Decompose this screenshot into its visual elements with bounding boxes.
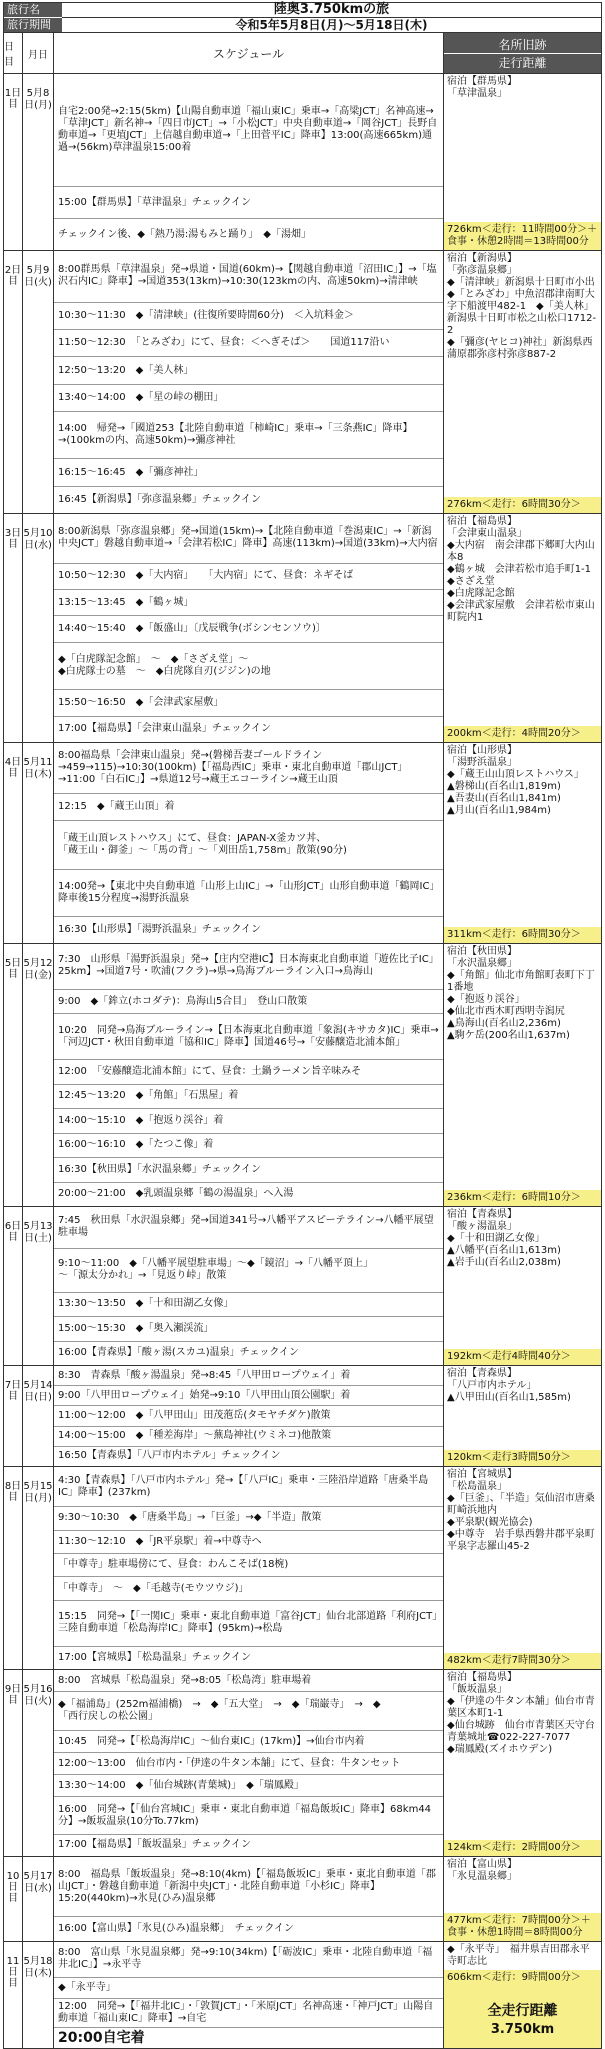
schedule-entry: 17:00【福島県】「会津東山温泉」チェックイン [58, 723, 272, 735]
schedule-cell [54, 1207, 444, 1365]
schedule-entry: 10:45 同発→【「松島海岸IC」～仙台東IC」(17km)】→仙台市内着 [54, 1731, 443, 1753]
schedule-entry: 13:40～14:00 ◆「星の峠の棚田」 [54, 385, 443, 412]
driving-distance: 120km＜走行3時間50分＞ [444, 1450, 601, 1466]
schedule-entry: 12:45～13:20 ◆「角館」「石黒屋」着 [54, 1085, 443, 1109]
schedule-entry: 9:30～10:30 ◆「唐桑半島」→「巨釜」→◆「半造」散策 [54, 1507, 443, 1530]
day-date: 5月13日(土) [23, 1207, 54, 1365]
day-row [3, 1207, 602, 1366]
schedule-entry: 16:50【青森県】「八戸市内ホテル」チェックイン [58, 1450, 281, 1462]
schedule-entry: 16:00【青森県】「酸ヶ湯(スカユ)温泉」チェックイン [58, 1347, 299, 1359]
sightseeing-info: 宿泊【群馬県】 「草津温泉」 [447, 76, 517, 99]
schedule-entry: 16:00～16:10 ◆「たつこ像」着 [54, 1134, 443, 1158]
notes-cell [444, 514, 601, 742]
sightseeing-info: 宿泊【富山県】 「氷見温泉郷」 [447, 1859, 517, 1882]
schedule-entry: 12:50～13:20 ◆「美人林」 [54, 357, 443, 384]
schedule-entry: 8:00 福島県「飯坂温泉」発→8:10(4km)【「福島飯坂IC」乗車・東北自動車道「郡山JCT」・磐越自動車道「新潟中央JCT」・北陸自動車道「小杉IC」降車】15:20(440km)→氷見(ひみ)温泉郷 [54, 1857, 443, 1917]
driving-distance: 311km＜走行：6時間30分＞ [444, 927, 601, 943]
day-label: 7日目 [4, 1366, 23, 1466]
schedule-entry: 11:50～12:30 「とみざわ」にて、昼食：＜へぎそば＞ 国道117沿い [54, 330, 443, 357]
schedule-entry: 13:30～14:00 ◆「仙台城跡(青葉城)」 ◆「瑞鳳殿」 [54, 1775, 443, 1797]
day-label: 8日目 [4, 1467, 23, 1669]
day-label: 5日目 [4, 944, 23, 1206]
schedule-entry: 8:30 青森県「酸ヶ湯温泉」発→8:45「八甲田ロープウェイ」着 [54, 1366, 443, 1386]
driving-distance: 200km＜走行：4時間20分＞ [444, 726, 601, 742]
notes-cell [444, 251, 601, 513]
col-date: 月日 [23, 33, 54, 73]
driving-distance: 236km＜走行：6時間10分＞ [444, 1190, 601, 1206]
schedule-entry: 20:00～21:00 ◆乳頭温泉郷「鶴の湯温泉」へ入湯 [58, 1188, 294, 1200]
schedule-entry: 8:00福島県「会津東山温泉」発→(磐梯吾妻ゴールドライン→459→115)→10:30(100km)【「福島西IC」乗車・東北自動車道「郡山JCT」→11:00「白石IC」】→県道12号→蔵王エコーライン→蔵王山頂 [54, 743, 443, 794]
itinerary-sheet [3, 2, 602, 2049]
schedule-entry: 「蔵王山頂レストハウス」にて、昼食：JAPAN-X釜カツ丼、 「蔵王山・御釜」～「馬の背」～「刈田岳1,758m」散策(90分) [54, 821, 443, 870]
total-distance-box [444, 1986, 601, 2048]
day-row [3, 1942, 602, 2049]
col-notes [444, 33, 601, 73]
day-date: 5月11日(木) [23, 743, 54, 943]
schedule-cell [54, 74, 444, 250]
sightseeing-info: 宿泊【青森県】 「酸ヶ湯温泉」 ◆「十和田湖乙女像」 ▲八幡平(百名山1,613m) ▲岩手山(百名山2,038m) [447, 1209, 561, 1268]
schedule-entry: 17:00【宮城県】「松島温泉」チェックイン [58, 1651, 252, 1663]
day-label: 1日目 [4, 74, 23, 250]
day-date: 5月15日(月) [23, 1467, 54, 1669]
schedule-entry: 15:00～15:30 ◆「奥入瀬渓流」 [54, 1317, 443, 1341]
schedule-entry: 16:30【秋田県】「水沢温泉郷」チェックイン [54, 1158, 443, 1182]
schedule-entry: チェックイン後、◆「熱乃湯:湯もみと踊り」 ◆「湯畑」 [58, 228, 311, 240]
schedule-entry: 9:00「八甲田ロープウェイ」始発→9:10「八甲田山頂公園駅」着 [54, 1386, 443, 1406]
schedule-cell [54, 514, 444, 742]
schedule-entry: 14:00 帰発→「國道253【北陸自動車道「柿崎IC」乗車→「三条燕IC」降車】→(100kmの内、高速50km)→彌彦神社 [54, 412, 443, 459]
schedule-entry: 11:00～12:00 ◆「八甲田山」田茂萢岳(タモヤチダケ)散策 [54, 1406, 443, 1426]
schedule-entry: 16:00 同発→【「仙台宮城IC」乗車・東北自動車道「福島飯坂IC」降車】68km44分】→飯坂温泉(10分To.77km) [54, 1797, 443, 1834]
schedule-entry: 8:00 宮城県「松島温泉」発→8:05「松島湾」駐車場着 [54, 1670, 443, 1692]
driving-distance: 477km＜走行：7時間00分＞＋食事・休憩1時間＝8時間00分 [444, 1913, 601, 1941]
day-row [3, 1857, 602, 1942]
schedule-entry: 11:30～12:10 ◆「JR平泉駅」着→中尊寺へ [54, 1531, 443, 1554]
schedule-entry: 15:50～16:50 ◆「会津武家屋敷」 [54, 690, 443, 716]
day-date: 5月17日(水) [23, 1857, 54, 1941]
day-date: 5月10日(水) [23, 514, 54, 742]
schedule-entry: 16:00【富山県】「氷見(ひみ)温泉郷」 チェックイン [58, 1923, 294, 1935]
day-label: 6日目 [4, 1207, 23, 1365]
day-label: 4日目 [4, 743, 23, 943]
driving-distance: 124km＜走行：2時間00分＞ [444, 1840, 601, 1856]
schedule-entry: 8:00新潟県「弥彦温泉郷」発→国道(15km)→【北陸自動車道「巻潟東IC」→「新潟中央JCT」磐越自動車道→「会津若松IC」降車】高速(113km)→国道(33km)→大内宿 [54, 514, 443, 564]
day-row [3, 74, 602, 251]
period-label: 旅行期間 [4, 18, 62, 32]
schedule-entry: 自宅2:00発→2:15(5km)【山陽自動車道「福山東IC」乗車→「高梁JCT」名神高速→「草津JCT」新名神→「四日市JCT」→「小松JCT」中央自動車道→「岡谷JCT」長野自動車道→「更埴JCT」上信越自動車道→「上田菅平IC」降車】13:00(高速665km)通過→(56km)草津温泉15:00着 [54, 74, 443, 187]
total-distance-label: 全走行距離 [487, 2003, 558, 2019]
sightseeing-info: 宿泊【山形県】 「湯野浜温泉」 ◆「蔵王山山頂レストハウス」 ▲磐梯山(百名山1,819m) ▲吾妻山(百名山1,841m) ▲月山(百名山1,984m) [447, 745, 584, 816]
sightseeing-info: 宿泊【秋田県】 「水沢温泉郷」 ◆「角館」仙北市角館町表町下丁1番地 ◆「抱返り渓谷」 ◆仙北市西木町西明寺潟尻 ▲鳥海山(百名山2,236m) ▲駒ケ岳(200名山1,637m) [447, 946, 595, 1041]
schedule-cell [54, 743, 444, 943]
driving-distance: 276km＜走行：6時間30分＞ [444, 497, 601, 513]
schedule-entry: 4:30【青森県】「八戸市内ホテル」発→【「八戸IC」乗車・三陸沿岸道路「唐桑半島IC」降車】(237km) [54, 1467, 443, 1507]
tour-name-label: 旅行名 [4, 3, 62, 18]
total-distance-value: 3.750km [490, 2022, 555, 2037]
notes-cell [444, 1670, 601, 1856]
schedule-entry: 12:00 同発→【「福井北IC」・「敦賀JCT」・「米原JCT」名神高速・「神戸JCT」山陽自動車道「福山東IC」降車】→自宅 [54, 1999, 443, 2028]
schedule-entry: 16:45【新潟県】「弥彦温泉郷」チェックイン [58, 493, 262, 505]
col-notes-label: 名所旧跡 [444, 36, 601, 54]
notes-cell [444, 1467, 601, 1669]
day-date: 5月12日(金) [23, 944, 54, 1206]
day-row [3, 944, 602, 1207]
day-date: 5月9日(火) [23, 251, 54, 513]
schedule-cell [54, 1467, 444, 1669]
day-date: 5月8日(月) [23, 74, 54, 250]
day-date: 5月16日(火) [23, 1670, 54, 1856]
schedule-entry: 10:30～11:30 ◆「清津峡」(往復所要時間60分) ＜入坑料金＞ [54, 303, 443, 330]
sightseeing-info: 宿泊【宮城県】 「松島温泉」 ◆「巨釜」、「半造」気仙沼市唐桑町崎浜地内 ◆平泉駅(観光協会) ◆中尊寺 岩手県西磐井郡平泉町平泉字志羅山45-2 [447, 1469, 595, 1552]
schedule-entry: 9:10～11:00 ◆「八幡平展望駐車場」～◆「鏡沼」→「八幡平頂上」 ～「源太分かれ」→「見返り峠」散策 [54, 1249, 443, 1293]
day-label: 10日目 [4, 1857, 23, 1941]
schedule-entry: 12:00 「安藤醸造北浦本館」にて、昼食：土鍋ラーメン旨辛味みそ [54, 1060, 443, 1084]
sightseeing-info: ◆「永平寺」 福井県吉田郡永平寺町志比 [447, 1944, 590, 1967]
schedule-entry: 15:00【群馬県】「草津温泉」チェックイン [54, 187, 443, 219]
notes-cell [444, 1857, 601, 1941]
schedule-entry: 13:15～13:45 ◆「鶴ヶ城」 [54, 590, 443, 616]
schedule-entry: 7:30 山形県「湯野浜温泉」発→【庄内空港IC】日本海東北自動車道「遊佐比子IC」25km】→国道7号・吹浦(フクラ)→県→鳥海ブルーライン入口→鳥海山 [54, 944, 443, 990]
day-label: 2日目 [4, 251, 23, 513]
schedule-cell [54, 1857, 444, 1941]
schedule-entry: 14:00発→【東北中央自動車道「山形上山IC」→「山形JCT」山形自動車道「鶴岡IC」降車後15分程度→湯野浜温泉 [54, 870, 443, 917]
driving-distance: 606km＜走行：9時間00分＞ [444, 1970, 601, 1986]
day-row [3, 1366, 602, 1467]
schedule-entry: 13:30～13:50 ◆「十和田湖乙女像」 [54, 1293, 443, 1317]
sightseeing-info: 宿泊【福島県】 「会津東山温泉」 ◆大内宿 南会津郡下郷町大内山本8 ◆鶴ヶ城 会津若松市追手町1-1 ◆さざえ堂 ◆白虎隊記念館 ◆会津武家屋敷 会津若松市東山町院内1 [447, 516, 595, 623]
day-date: 5月14日(日) [23, 1366, 54, 1466]
schedule-entry: 20:00自宅着 [58, 2029, 145, 2046]
day-label: 9日目 [4, 1670, 23, 1856]
day-row [3, 251, 602, 514]
schedule-entry: 「中尊寺」 ～ ◆「毛越寺(モウツウジ)」 [54, 1577, 443, 1600]
col-schedule: スケジュール [54, 33, 444, 73]
title-block [3, 2, 602, 32]
schedule-cell [54, 251, 444, 513]
schedule-entry: 8:00群馬県「草津温泉」発→県道・国道(60km)→【関越自動車道「沼田IC」】→「塩沢石内IC」降車】→国道353(13km)→10:30(123kmの内、高速50km)→清津峡 [54, 251, 443, 303]
day-date: 5月18日(木) [23, 1942, 54, 2048]
notes-cell [444, 944, 601, 1206]
schedule-entry: 15:15 同発→【「一関IC」乗車・東北自動車道「富谷JCT」仙台北部道路「利府JCT」三陸自動車道「松島海岸IC」降車】(95km)→松島 [54, 1601, 443, 1647]
schedule-entry: ◆「永平寺」 [54, 1978, 443, 1999]
column-header-row [3, 32, 602, 74]
schedule-entry: 16:15～16:45 ◆「彌彦神社」 [54, 459, 443, 486]
schedule-entry: 14:00～15:10 ◆「抱返り渓谷」着 [54, 1109, 443, 1133]
col-distance-label: 走行距離 [498, 55, 547, 70]
driving-distance: 192km＜走行4時間40分＞ [444, 1349, 601, 1365]
schedule-entry: 12:15 ◆「蔵王山頂」着 [54, 794, 443, 821]
sightseeing-info: 宿泊【新潟県】 「弥彦温泉郷」 ◆「清津峡」新潟県十日町市小出 ◆「とみざわ」中魚沼郡津南町大字下船渡甲482-1 ◆「美人林」新潟県十日町市松之山松口1712-2 ◆「彌彦(ヤヒコ)神社」新潟県西蒲原郡弥彦村弥彦887-2 [447, 253, 597, 360]
schedule-entry: 10:20 同発→鳥海ブルーライン→【日本海東北自動車道「象潟(キサカタ)IC」乗車→「河辺JCT・秋田自動車道「協和IC」降車】国道46号→「安藤醸造北浦本館」 [54, 1014, 443, 1060]
schedule-entry: 12:00～13:00 仙台市内・「伊達の牛タン本舗」にて、昼食：牛タンセット [54, 1753, 443, 1775]
schedule-entry: 8:00 富山県「氷見温泉郷」発→9:10(34km)【「砺波IC」乗車・北陸自動車道「福井北IC」】→永平寺 [54, 1942, 443, 1978]
schedule-entry: ◆「福浦島」(252m福浦橋) → ◆「五大堂」 → ◆「瑞巌寺」 → ◆ 「西行戻しの松公園」 [54, 1692, 443, 1731]
notes-cell [444, 1942, 601, 2048]
day-row [3, 514, 602, 743]
notes-cell [444, 1366, 601, 1466]
schedule-entry: 9:00 ◆「鉾立(ホコダテ)：鳥海山5合目」 登山口散策 [54, 990, 443, 1014]
sightseeing-info: 宿泊【青森県】 「八戸市内ホテル」 ▲八甲田山(百名山1,585m) [447, 1368, 571, 1403]
schedule-cell [54, 1670, 444, 1856]
notes-cell [444, 74, 601, 250]
schedule-entry: 「中尊寺」駐車場傍にて、昼食：わんこそば(18椀) [54, 1554, 443, 1577]
schedule-cell [54, 944, 444, 1206]
tour-title: 陸奥3.750kmの旅 [62, 3, 601, 18]
schedule-cell [54, 1942, 444, 2048]
day-row [3, 743, 602, 944]
col-day: 日目 [4, 33, 23, 73]
schedule-entry: 14:40～15:40 ◆「飯盛山」〔戊辰戦争(ボシンセンソウ)〕 [54, 616, 443, 642]
tour-period: 令和5年5月8日(月)～5月18日(木) [235, 18, 428, 32]
notes-cell [444, 1207, 601, 1365]
schedule-entry: 16:30【山形県】「湯野浜温泉」チェックイン [58, 924, 262, 935]
day-label: 11日目 [4, 1942, 23, 2048]
driving-distance: 482km＜走行7時間30分＞ [444, 1653, 601, 1669]
day-row [3, 1467, 602, 1670]
day-label: 3日目 [4, 514, 23, 742]
schedule-cell [54, 1366, 444, 1466]
schedule-entry: 17:00【福島県】「飯坂温泉」チェックイン [58, 1839, 252, 1851]
day-row [3, 1670, 602, 1857]
driving-distance: 726km＜走行：11時間00分＞＋食事・休憩2時間＝13時間00分 [444, 222, 601, 250]
notes-cell [444, 743, 601, 943]
schedule-entry: ◆「白虎隊記念館」 ～ ◆「さざえ堂」～ ◆白虎隊士の墓 ～ ◆白虎隊自刃(ジジン)の地 [54, 643, 443, 691]
sightseeing-info: 宿泊【福島県】 「飯坂温泉」 ◆「伊達の牛タン本舗」仙台市青葉区本町1-1 ◆仙台城跡 仙台市青葉区天守台青葉城址☎022-227-7077 ◆瑞鳳殿(ズイホウデン) [447, 1672, 595, 1755]
schedule-entry: 14:00～15:00 ◆「種差海岸」～蕪島神社(ウミネコ)他散策 [54, 1427, 443, 1447]
schedule-entry: 10:50～12:30 ◆「大内宿」 「大内宿」にて、昼食：ネギそば [54, 564, 443, 590]
schedule-entry: 7:45 秋田県「水沢温泉郷」発→国道341号→八幡平アスピーテライン→八幡平展望駐車場 [54, 1207, 443, 1249]
day-list [3, 74, 602, 2049]
